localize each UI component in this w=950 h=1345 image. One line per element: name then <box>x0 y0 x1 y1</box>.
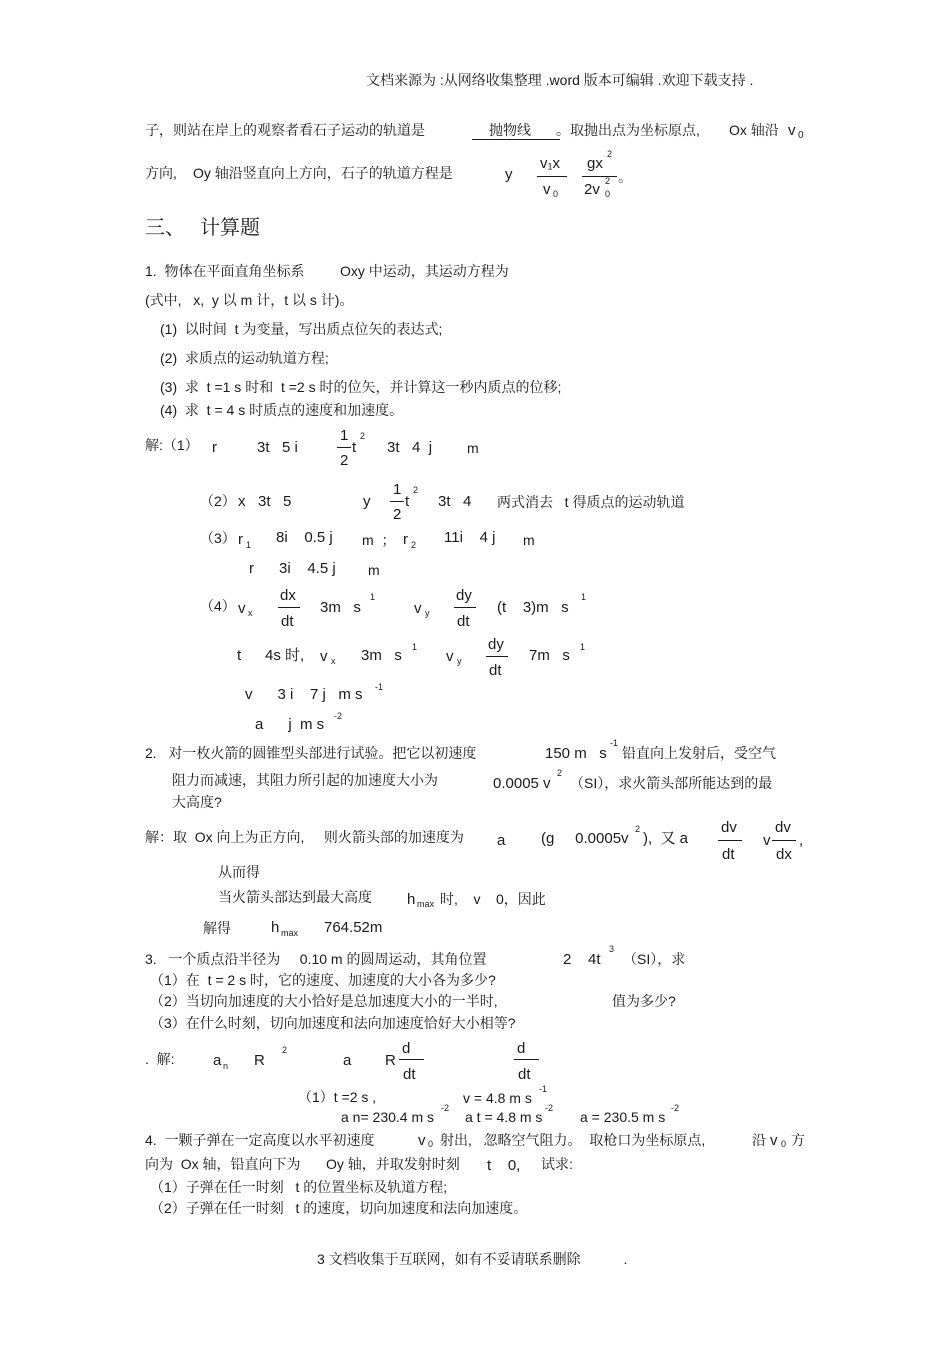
eq-2v-sub: 0 <box>605 189 611 199</box>
section-title: 计算题 <box>200 217 260 239</box>
section-number: 三、 <box>145 217 185 239</box>
intro-v-sub: 0 <box>798 130 804 141</box>
p2-sol-paren-sup: 2 <box>635 824 641 834</box>
p1-s2-label: （2） <box>200 493 236 509</box>
p3-sol-an: a <box>213 1052 222 1069</box>
eq-v0-sub: 0 <box>553 189 559 199</box>
p1-s1-b: 3t 4 j <box>387 439 433 456</box>
p1-s1-unit: m <box>467 440 479 456</box>
p4-v02: v <box>770 1132 778 1149</box>
p1-s2-one: 1 <box>393 481 402 498</box>
p1-s4c-v: v 3 i 7 j m s <box>245 686 363 703</box>
p1-s4-vy-sub: y <box>425 608 430 618</box>
p4-line1d: 方 <box>791 1132 805 1148</box>
p2-when: 当火箭头部达到最大高度 <box>218 889 372 905</box>
p1-s4-b: (t 3)m s <box>497 599 569 616</box>
p3-sol-a: a <box>343 1052 352 1069</box>
p2-sol-frac1-bar <box>718 840 742 841</box>
p2-line1a: 2. 对一枚火箭的圆锥型头部进行试验。把它以初速度 <box>145 745 477 761</box>
p4-line2b: Oy 轴，并取发射时刻 <box>326 1156 460 1172</box>
p1-s4b-t: t <box>237 647 242 664</box>
p2-h: h <box>407 891 416 908</box>
p1-s2-sup: 2 <box>413 485 419 495</box>
p1-s1-t: t <box>352 439 357 456</box>
eq-2v: 2v <box>584 181 600 198</box>
p3-eq: 2 4t <box>563 951 601 968</box>
p3-line1a: 3. 一个质点沿半径为 0.10 m 的圆周运动，其角位置 <box>145 951 487 967</box>
p1-s3-b: 11i 4 j <box>444 529 496 546</box>
p2-sol-mid: ), 又 a <box>643 830 689 847</box>
p2-sol-dv: dv <box>721 819 737 836</box>
p1-s4-dx: dx <box>280 587 296 604</box>
p4-line1a: 4. 一颗子弹在一定高度以水平初速度 <box>145 1132 375 1148</box>
p2-expr-sup: 2 <box>557 768 563 778</box>
p2-line2a: 阻力而减速，其阻力所引起的加速度大小为 <box>172 772 438 788</box>
p2-sol-a: a <box>497 832 506 849</box>
p1-s4c-sup: -1 <box>375 682 384 692</box>
p1-s1-frac-bar <box>337 447 351 448</box>
p1-s4b-dy: dy <box>488 636 504 653</box>
intro-v: v <box>788 122 796 139</box>
p3-r2c-sup: -2 <box>671 1103 680 1113</box>
p2-line2b: （SI），求火箭头部所能达到的最 <box>570 775 773 791</box>
p1-s4b-dt: dt <box>489 662 502 679</box>
p3-sol-frac1-bar <box>399 1059 424 1060</box>
p3-eqb: （SI），求 <box>623 951 686 967</box>
p1-s2-y: y <box>363 493 371 510</box>
p2-when2: 时, v 0，因此 <box>440 891 546 907</box>
p1-s2-two: 2 <box>393 506 402 523</box>
p1-s1-sup: 2 <box>360 431 366 441</box>
p3-sol-frac2-bar <box>514 1059 539 1060</box>
p1-s4b-c: 7m s <box>529 647 570 664</box>
p2-sol-v: v <box>763 832 771 849</box>
p2-line3: 大高度? <box>172 794 222 810</box>
p4-line1c: 沿 <box>752 1132 766 1148</box>
eq-end: 。 <box>618 169 632 185</box>
p3-sol-d2: d <box>517 1040 526 1057</box>
p1-s4-dt: dt <box>281 613 294 630</box>
p1-s3-r2: r <box>403 531 408 548</box>
intro-text-1a: 子，则站在岸上的观察者看石子运动的轨道是 <box>145 122 425 138</box>
p2-from: 从而得 <box>218 864 260 880</box>
p2-expr: 0.0005 v <box>493 775 551 792</box>
intro-text-2b: Oy 轴沿竖直向上方向，石子的轨道方程是 <box>193 165 453 181</box>
p2-solve: 解得 <box>203 920 231 936</box>
p3-r2a-sup: -2 <box>441 1103 450 1113</box>
p3-sol-label: . 解: <box>145 1051 175 1067</box>
p1-s2-text: 两式消去 t 得质点的运动轨道 <box>497 494 685 510</box>
p1-s3-unit2: m <box>523 532 535 548</box>
p1-s1-two: 2 <box>340 452 349 469</box>
p1-s3-r1: r <box>238 531 243 548</box>
p1-s4b-frac-bar <box>486 656 508 657</box>
p3-q2b: 值为多少? <box>612 993 676 1009</box>
p3-q3: （3）在什么时刻，切向加速度和法向加速度恰好大小相等? <box>150 1015 516 1031</box>
p1-s4b-vy: v <box>446 648 454 665</box>
p2-sol-paren: (g 0.0005v <box>541 830 629 847</box>
intro-blank: 抛物线 <box>489 122 531 138</box>
p3-r2c: a = 230.5 m s <box>580 1109 666 1125</box>
p1-q2: (2) 求质点的运动轨道方程; <box>160 350 329 366</box>
p1-s1-one: 1 <box>340 427 349 444</box>
p2-v: 150 m s <box>545 745 607 762</box>
p3-sol-R2: R <box>385 1052 396 1069</box>
p2-sol-comma: , <box>799 832 804 849</box>
p1-s4-sup1: 1 <box>370 592 376 602</box>
p1-s2-frac-bar <box>390 501 404 502</box>
p1-s3b-a: r 3i 4.5 j <box>249 560 336 577</box>
p1-s4d-a: a j m s <box>255 716 325 733</box>
p1-s4b-b: 3m s <box>361 647 402 664</box>
p1-s4b-sup2: 1 <box>580 642 586 652</box>
p1-s3b-unit: m <box>368 562 380 578</box>
p1-s4-label: （4） <box>200 598 236 614</box>
p2-h-sub: max <box>417 899 435 909</box>
p1-s1-label: 解:（1） <box>145 437 199 453</box>
p3-r2a: a n= 230.4 m s <box>341 1109 435 1125</box>
p3-eq-sup: 3 <box>609 944 615 954</box>
p1-s4-dy: dy <box>456 587 472 604</box>
p4-v02-sub: 0 <box>781 1139 787 1149</box>
p2-h2: h <box>271 919 280 936</box>
p2-h2-sub: max <box>281 928 299 938</box>
p1-s4-frac2-bar <box>454 607 476 608</box>
p1-s4-frac1-bar <box>278 607 300 608</box>
eq-v1x: v₁x <box>540 155 561 172</box>
p1-s2-b: 3t 4 <box>438 493 472 510</box>
p3-sol-dt: dt <box>403 1066 416 1083</box>
p3-r1a: （1）t =2 s , <box>298 1089 377 1105</box>
p1-s1-a: 3t 5 i <box>257 439 298 456</box>
p1-s4b-vx: v <box>320 648 328 665</box>
p1-s4d-sup: -2 <box>334 711 343 721</box>
p2-sol-label: 解：取 Ox 向上为正方向, 则火箭头部的加速度为 <box>145 829 464 845</box>
p4-line1b: 射出, 忽略空气阻力。 取枪口为坐标原点, <box>440 1132 706 1148</box>
blank-underline <box>472 139 560 140</box>
p4-t: t 0, <box>487 1157 521 1174</box>
eq-v0: v <box>543 181 551 198</box>
eq-gx-sup: 2 <box>607 149 613 159</box>
p2-sol-dv2: dv <box>775 819 791 836</box>
p4-line2a: 向为 Ox 轴，铅直向下为 <box>145 1156 301 1172</box>
p4-v0: v <box>418 1132 426 1149</box>
p1-s4b-vy-sub: y <box>457 656 462 666</box>
p3-q1: （1）在 t = 2 s 时，它的速度、加速度的大小各为多少? <box>150 972 496 988</box>
intro-text-1c: Ox 轴沿 <box>729 122 779 138</box>
p1-s2-t: t <box>405 493 410 510</box>
p3-r2b: a t = 4.8 m s <box>465 1109 543 1125</box>
page-footer: 3 文档收集于互联网，如有不妥请联系删除 . <box>317 1251 628 1267</box>
intro-text-2a: 方向, <box>145 165 177 181</box>
p2-hval: 764.52m <box>324 919 383 936</box>
p1-s4b-a: 4s 时, <box>265 647 305 664</box>
p4-line2c: 试求: <box>541 1156 573 1172</box>
eq-2v-sup: 2 <box>605 176 611 186</box>
p1-line1b: Oxy 中运动，其运动方程为 <box>340 263 509 279</box>
p3-sol-d: d <box>402 1040 411 1057</box>
intro-text-1b: 。取抛出点为坐标原点, <box>556 122 700 138</box>
p1-s3-unit1: m ； <box>362 532 396 548</box>
p3-sol-dt2: dt <box>518 1066 531 1083</box>
eq-frac1-bar <box>537 176 567 177</box>
p3-r2b-sup: -2 <box>545 1103 554 1113</box>
p3-sol-sup: 2 <box>282 1045 288 1055</box>
p3-sol-an-sub: n <box>223 1061 229 1071</box>
p1-s4-vx-sub: x <box>248 608 253 618</box>
p1-s3-r2-sub: 2 <box>411 540 417 550</box>
eq-frac2-bar <box>582 176 617 177</box>
p3-r1b-sup: -1 <box>539 1084 548 1094</box>
p1-q1: (1) 以时间 t 为变量，写出质点位矢的表达式; <box>160 321 443 337</box>
page-header: 文档来源为 :从网络收集整理 .word 版本可编辑 .欢迎下载支持 . <box>366 72 754 88</box>
p2-sol-frac2-bar <box>772 840 796 841</box>
p1-line1a: 1. 物体在平面直角坐标系 <box>145 263 305 279</box>
p1-s4-vx: v <box>238 600 246 617</box>
p1-s4-dt2: dt <box>457 613 470 630</box>
p1-line2: (式中, x, y 以 m 计，t 以 s 计)。 <box>145 292 354 308</box>
p2-v-sup: -1 <box>610 738 619 748</box>
p2-line1b: 铅直向上发射后，受空气 <box>622 745 776 761</box>
p1-s3-label: （3） <box>200 530 236 546</box>
p1-q4: (4) 求 t = 4 s 时质点的速度和加速度。 <box>160 402 404 418</box>
eq-y: y <box>505 166 513 183</box>
p1-s2-x: x 3t 5 <box>238 493 292 510</box>
p1-q3: (3) 求 t =1 s 时和 t =2 s 时的位矢，并计算这一秒内质点的位移; <box>160 379 562 395</box>
p1-s4-a: 3m s <box>320 599 361 616</box>
p3-q2a: （2）当切向加速度的大小恰好是总加速度大小的一半时, <box>150 993 498 1009</box>
eq-gx: gx <box>587 155 603 172</box>
p4-q1: （1）子弹在任一时刻 t 的位置坐标及轨道方程; <box>150 1179 448 1195</box>
p3-r1b: v = 4.8 m s <box>463 1090 532 1106</box>
p3-sol-R: R <box>254 1052 265 1069</box>
p2-sol-dt: dt <box>722 846 735 863</box>
p1-s3-r1-sub: 1 <box>246 540 252 550</box>
p4-v0-sub: 0 <box>428 1139 434 1149</box>
p1-s4-sup2: 1 <box>581 592 587 602</box>
p1-s4b-vx-sub: x <box>331 656 336 666</box>
p4-q2: （2）子弹在任一时刻 t 的速度，切向加速度和法向加速度。 <box>150 1200 528 1216</box>
p1-s3-a: 8i 0.5 j <box>276 529 333 546</box>
p1-s4b-sup1: 1 <box>412 642 418 652</box>
p1-s1-r: r <box>212 439 217 456</box>
p2-sol-dx: dx <box>776 846 792 863</box>
p1-s4-vy: v <box>414 600 422 617</box>
